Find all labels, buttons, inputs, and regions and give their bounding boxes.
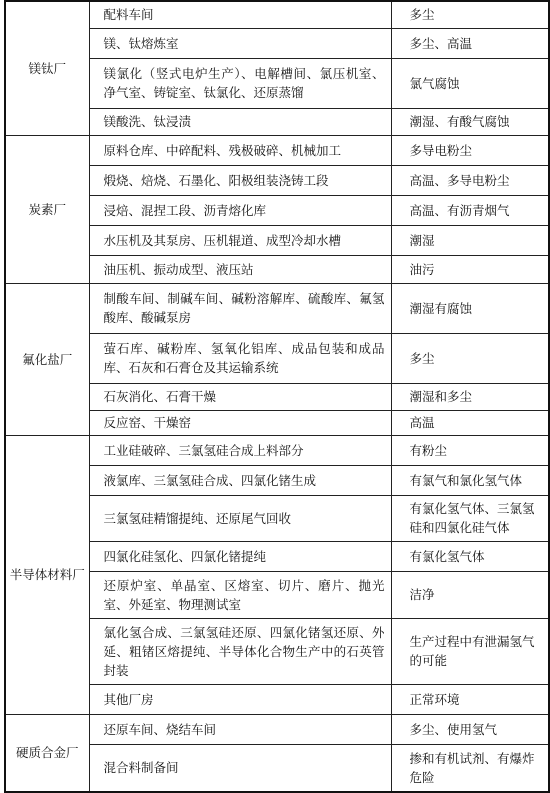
factory-cell: 硬质合金厂	[5, 714, 89, 792]
workshop-cell: 煅烧、焙烧、石墨化、阳极组装浇铸工段	[89, 165, 391, 195]
workshop-cell: 混合料制备间	[89, 744, 391, 792]
environment-cell: 正常环境	[391, 684, 549, 714]
workshop-cell: 四氯化硅氢化、四氯化锗提纯	[89, 541, 391, 571]
environment-cell: 潮湿、有酸气腐蚀	[391, 108, 549, 135]
workshop-cell: 萤石库、碱粉库、氢氧化铝库、成品包装和成品库、石灰和石膏仓及其运输系统	[89, 333, 391, 383]
workshop-cell: 还原炉室、单晶室、区熔室、切片、磨片、抛光室、外延室、物理测试室	[89, 571, 391, 618]
environment-cell: 多尘、使用氢气	[391, 714, 549, 744]
table-row	[5, 283, 549, 333]
workshop-cell: 配料车间	[89, 1, 391, 28]
workshop-cell: 工业硅破碎、三氯氢硅合成上料部分	[89, 435, 391, 465]
environment-cell: 潮湿和多尘	[391, 383, 549, 410]
environment-cell: 洁净	[391, 571, 549, 618]
environment-cell: 高温、有沥青烟气	[391, 195, 549, 225]
table-row	[5, 435, 549, 465]
environment-cell: 掺和有机试剂、有爆炸危险	[391, 744, 549, 792]
environment-cell: 潮湿有腐蚀	[391, 283, 549, 333]
environment-cell: 潮湿	[391, 225, 549, 255]
workshop-cell: 原料仓库、中碎配料、残极破碎、机械加工	[89, 135, 391, 165]
table-body	[5, 1, 549, 792]
environment-cell: 多尘、高温	[391, 28, 549, 58]
factory-cell: 半导体材料厂	[5, 435, 89, 714]
environment-cell: 氯气腐蚀	[391, 58, 549, 108]
workshop-cell: 水压机及其泵房、压机辊道、成型冷却水槽	[89, 225, 391, 255]
workshop-cell: 其他厂房	[89, 684, 391, 714]
workshop-cell: 石灰消化、石膏干燥	[89, 383, 391, 410]
environment-cell: 油污	[391, 255, 549, 283]
factory-cell: 炭素厂	[5, 135, 89, 283]
table-row	[5, 1, 549, 28]
environment-cell: 有粉尘	[391, 435, 549, 465]
factory-cell: 氟化盐厂	[5, 283, 89, 435]
workshop-cell: 镁、钛熔炼室	[89, 28, 391, 58]
workshop-cell: 镁氯化（竖式电炉生产）、电解槽间、氯压机室、净气室、铸锭室、钛氯化、还原蒸馏	[89, 58, 391, 108]
workshop-cell: 油压机、振动成型、液压站	[89, 255, 391, 283]
environment-cell: 多尘	[391, 1, 549, 28]
factory-cell: 镁钛厂	[5, 1, 89, 135]
table-row	[5, 135, 549, 165]
environment-cell: 高温、多导电粉尘	[391, 165, 549, 195]
workshop-cell: 氯化氢合成、三氯氢硅还原、四氯化锗氢还原、外延、粗锗区熔提纯、半导体化合物生产中的石英管封装	[89, 618, 391, 684]
workshop-environment-table	[4, 0, 550, 793]
table-row	[5, 714, 549, 744]
workshop-cell: 浸焙、混捏工段、沥青熔化库	[89, 195, 391, 225]
environment-cell: 高温	[391, 410, 549, 435]
environment-cell: 多尘	[391, 333, 549, 383]
environment-cell: 多导电粉尘	[391, 135, 549, 165]
environment-cell: 生产过程中有泄漏氢气的可能	[391, 618, 549, 684]
workshop-cell: 三氯氢硅精馏提纯、还原尾气回收	[89, 495, 391, 541]
environment-cell: 有氯化氢气体、三氯氢硅和四氯化硅气体	[391, 495, 549, 541]
environment-cell: 有氯气和氯化氢气体	[391, 465, 549, 495]
environment-cell: 有氯化氢气体	[391, 541, 549, 571]
workshop-cell: 反应窑、干燥窑	[89, 410, 391, 435]
workshop-cell: 镁酸洗、钛浸渍	[89, 108, 391, 135]
workshop-cell: 液氯库、三氯氢硅合成、四氯化锗生成	[89, 465, 391, 495]
workshop-cell: 还原车间、烧结车间	[89, 714, 391, 744]
workshop-cell: 制酸车间、制碱车间、碱粉溶解库、硫酸库、氟氢酸库、酸碱泵房	[89, 283, 391, 333]
